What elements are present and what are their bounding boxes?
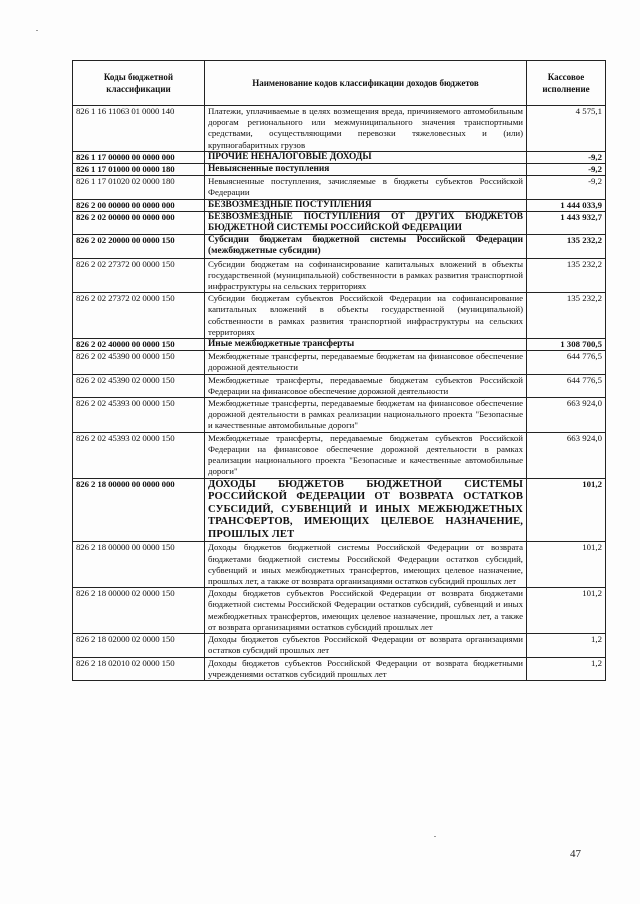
row-name: Субсидии бюджетам бюджетной системы Российской Федерации (межбюджетные субсидии)	[205, 235, 527, 258]
row-amount: -9,2	[527, 164, 606, 176]
row-name: БЕЗВОЗМЕЗДНЫЕ ПОСТУПЛЕНИЯ	[205, 199, 527, 211]
row-code: 826 1 16 11063 01 0000 140	[73, 106, 205, 152]
row-code: 826 2 18 00000 00 0000 150	[73, 542, 205, 588]
row-amount: 101,2	[527, 478, 606, 542]
row-amount: 135 232,2	[527, 258, 606, 293]
row-name: Межбюджетные трансферты, передаваемые бюджетам субъектов Российской Федерации на финансовое обеспечение дорожной деятельности	[205, 374, 527, 397]
row-amount: -9,2	[527, 151, 606, 163]
row-code: 826 1 17 00000 00 0000 000	[73, 151, 205, 163]
table-row	[73, 176, 606, 199]
row-name: Иные межбюджетные трансферты	[205, 339, 527, 351]
page-number: 47	[570, 848, 581, 860]
table-row	[73, 199, 606, 211]
row-code: 826 2 02 45393 00 0000 150	[73, 398, 205, 433]
row-code: 826 2 02 27372 02 0000 150	[73, 293, 205, 339]
row-code: 826 2 02 45390 00 0000 150	[73, 351, 205, 374]
row-name: Невыясненные поступления	[205, 164, 527, 176]
row-amount: 644 776,5	[527, 374, 606, 397]
row-amount: 4 575,1	[527, 106, 606, 152]
row-amount: 663 924,0	[527, 398, 606, 433]
row-amount: 135 232,2	[527, 235, 606, 258]
table-row	[73, 657, 606, 680]
row-amount: 1 443 932,7	[527, 211, 606, 234]
row-name: Межбюджетные трансферты, передаваемые бюджетам на финансовое обеспечение дорожной деятельности	[205, 351, 527, 374]
row-code: 826 2 02 45393 02 0000 150	[73, 432, 205, 478]
row-amount: 663 924,0	[527, 432, 606, 478]
row-name: ПРОЧИЕ НЕНАЛОГОВЫЕ ДОХОДЫ	[205, 151, 527, 163]
table-row	[73, 542, 606, 588]
row-code: 826 2 02 27372 00 0000 150	[73, 258, 205, 293]
row-amount: 101,2	[527, 542, 606, 588]
row-amount: 101,2	[527, 588, 606, 634]
row-name: Субсидии бюджетам на софинансирование капитальных вложений в объекты государственной (муниципальной) собственности в рамках развития транспортной инфраструктуры на сельских территориях	[205, 258, 527, 293]
table-row	[73, 339, 606, 351]
row-amount: 1,2	[527, 657, 606, 680]
table-header-row	[73, 61, 606, 106]
table-body	[73, 106, 606, 681]
row-code: 826 2 02 40000 00 0000 150	[73, 339, 205, 351]
row-code: 826 2 00 00000 00 0000 000	[73, 199, 205, 211]
row-name: Доходы бюджетов субъектов Российской Федерации от возврата бюджетными учреждениями остатков субсидий прошлых лет	[205, 657, 527, 680]
row-code: 826 2 02 00000 00 0000 000	[73, 211, 205, 234]
table-row	[73, 351, 606, 374]
row-code: 826 2 18 02000 02 0000 150	[73, 634, 205, 657]
row-name: Невыясненные поступления, зачисляемые в бюджеты субъектов Российской Федерации	[205, 176, 527, 199]
table-row	[73, 374, 606, 397]
row-code: 826 1 17 01020 02 0000 180	[73, 176, 205, 199]
row-code: 826 2 02 20000 00 0000 150	[73, 235, 205, 258]
row-code: 826 2 18 00000 00 0000 000	[73, 478, 205, 542]
row-name: БЕЗВОЗМЕЗДНЫЕ ПОСТУПЛЕНИЯ ОТ ДРУГИХ БЮДЖЕТОВ БЮДЖЕТНОЙ СИСТЕМЫ РОССИЙСКОЙ ФЕДЕРАЦИИ	[205, 211, 527, 234]
scan-speck	[434, 836, 436, 837]
header-name: Наименование кодов классификации доходов бюджетов	[205, 61, 527, 106]
table-row	[73, 478, 606, 542]
row-name: Доходы бюджетов бюджетной системы Российской Федерации от возврата бюджетами бюджетной системы Российской Федерации остатков субсидий, субвенций и иных межбюджетных трансфертов, имеющих целевое назначение, прошлых лет, а также от возврата организациями остатков субсидий прошлых лет	[205, 542, 527, 588]
table-row	[73, 106, 606, 152]
table-row	[73, 235, 606, 258]
budget-table	[72, 60, 606, 681]
table-row	[73, 432, 606, 478]
scan-speck	[36, 30, 38, 31]
row-code: 826 2 18 00000 02 0000 150	[73, 588, 205, 634]
table-row	[73, 211, 606, 234]
row-amount: 1 308 700,5	[527, 339, 606, 351]
table-row	[73, 588, 606, 634]
table-row	[73, 634, 606, 657]
table-row	[73, 398, 606, 433]
header-code: Коды бюджетной классификации	[73, 61, 205, 106]
row-name: Межбюджетные трансферты, передаваемые бюджетам субъектов Российской Федерации на финансовое обеспечение дорожной деятельности в рамках реализации национального проекта "Безопасные и качественные автомобильные дороги"	[205, 432, 527, 478]
row-code: 826 2 02 45390 02 0000 150	[73, 374, 205, 397]
row-name: Субсидии бюджетам субъектов Российской Федерации на софинансирование капитальных вложений в объекты государственной (муниципальной) собственности в рамках развития транспортной инфраструктуры на сельских территориях	[205, 293, 527, 339]
row-code: 826 1 17 01000 00 0000 180	[73, 164, 205, 176]
row-name: Платежи, уплачиваемые в целях возмещения вреда, причиняемого автомобильным дорогам регионального или межмуниципального значения транспортными средствами, осуществляющими перевозки тяжеловесных и (или) крупногабаритных грузов	[205, 106, 527, 152]
row-amount: 644 776,5	[527, 351, 606, 374]
row-amount: 1 444 033,9	[527, 199, 606, 211]
table-row	[73, 258, 606, 293]
row-amount: -9,2	[527, 176, 606, 199]
table-row	[73, 164, 606, 176]
header-amount: Кассовое исполнение	[527, 61, 606, 106]
row-name: Доходы бюджетов субъектов Российской Федерации от возврата бюджетами бюджетной системы Российской Федерации остатков субсидий, субвенций и иных межбюджетных трансфертов, имеющих целевое назначение, прошлых лет, а также от возврата организациями остатков субсидий прошлых лет	[205, 588, 527, 634]
row-amount: 135 232,2	[527, 293, 606, 339]
row-name: Межбюджетные трансферты, передаваемые бюджетам на финансовое обеспечение дорожной деятельности в рамках реализации национального проекта "Безопасные и качественные автомобильные дороги"	[205, 398, 527, 433]
row-amount: 1,2	[527, 634, 606, 657]
row-code: 826 2 18 02010 02 0000 150	[73, 657, 205, 680]
row-name: ДОХОДЫ БЮДЖЕТОВ БЮДЖЕТНОЙ СИСТЕМЫ РОССИЙСКОЙ ФЕДЕРАЦИИ ОТ ВОЗВРАТА ОСТАТКОВ СУБСИДИЙ, СУБВЕНЦИЙ И ИНЫХ МЕЖБЮДЖЕТНЫХ ТРАНСФЕРТОВ, ИМЕЮЩИХ ЦЕЛЕВОЕ НАЗНАЧЕНИЕ, ПРОШЛЫХ ЛЕТ	[205, 478, 527, 542]
table-row	[73, 293, 606, 339]
row-name: Доходы бюджетов субъектов Российской Федерации от возврата организациями остатков субсидий прошлых лет	[205, 634, 527, 657]
table-row	[73, 151, 606, 163]
